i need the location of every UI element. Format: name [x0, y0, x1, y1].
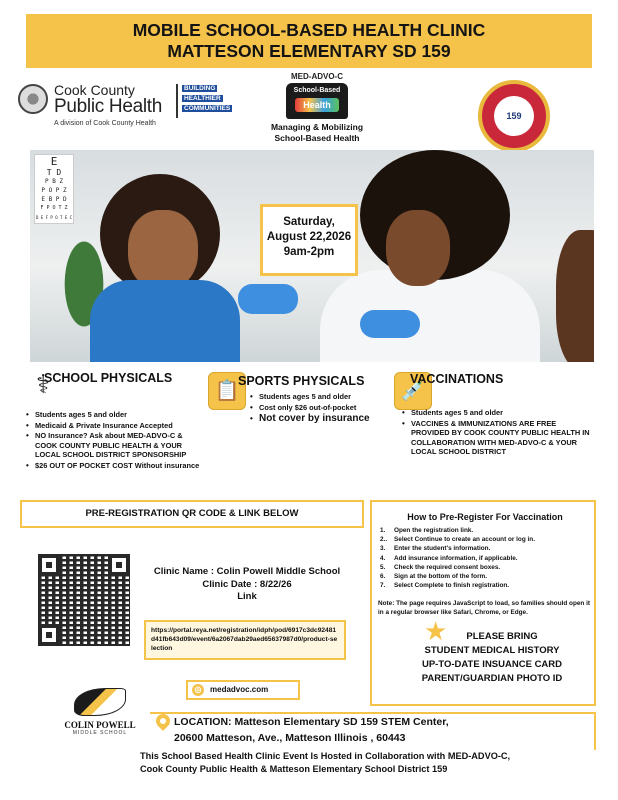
- eye-chart-row: E: [50, 155, 58, 168]
- step-item: [380, 581, 590, 590]
- star-icon: ★: [424, 616, 448, 646]
- nurse-face: [386, 210, 450, 286]
- list-item: • VACCINES & IMMUNIZATIONS ARE FREE PROVIDED BY COOK COUNTY PUBLIC HEALTH IN COLLABORATION WITH MED-ADVO-C & YOUR LOCAL SCHOOL DISTRICT: [402, 419, 592, 457]
- sports-physicals-heading: SPORTS PHYSICALS: [238, 374, 365, 388]
- cook-county-name: Cook County: [54, 82, 135, 98]
- event-date-box: [260, 204, 358, 276]
- footer-line-2: Cook County Public Health & Matteson Elementary School District 159: [140, 764, 448, 774]
- eye-chart-row: P B Z: [44, 178, 64, 185]
- footer-line-1: This School Based Health Clinic Event Is Hosted in Collaboration with MED-ADVO-C,: [140, 751, 511, 761]
- school-physicals-list: [26, 410, 204, 471]
- eagle-icon: [74, 688, 126, 716]
- step-item: [380, 526, 590, 535]
- student-face: [128, 210, 198, 290]
- globe-icon: ◎: [192, 684, 204, 696]
- syringe-icon: 💉: [394, 372, 432, 410]
- bring-item: PARENT/GUARDIAN PHOTO ID: [421, 673, 563, 684]
- location-line-1: LOCATION: Matteson Elementary SD 159 STEM Center,: [174, 716, 449, 728]
- eye-chart-row: T D: [46, 168, 62, 177]
- how-to-steps: [380, 526, 590, 590]
- step-text: Enter the student's information.: [394, 545, 491, 553]
- step-number: 3.: [380, 545, 386, 553]
- list-item: • Students ages 5 and older: [250, 392, 390, 402]
- colin-powell-logo: [60, 688, 140, 744]
- step-item: [380, 554, 590, 563]
- eye-chart-row: P O P Z: [41, 187, 67, 194]
- how-to-register-box: [370, 500, 596, 706]
- public-health-name: Public Health: [54, 96, 163, 117]
- tagline-word: COMMUNITIES: [184, 105, 231, 112]
- step-item: [380, 544, 590, 553]
- list-item: • NO Insurance? Ask about MED-ADVO-C & COOK COUNTY PUBLIC HEALTH & YOUR LOCAL SCHOOL DISTRICT SPONSORSHIP: [26, 431, 204, 460]
- sports-physicals-list: [250, 392, 390, 426]
- event-time: 9am-2pm: [283, 246, 335, 258]
- step-text: Select Continue to create an account or log in.: [394, 536, 535, 544]
- tagline-word: BUILDING: [184, 85, 216, 92]
- step-text: Select Complete to finish registration.: [394, 582, 510, 590]
- caption-line-1: Managing & Mobilizing: [270, 122, 364, 132]
- glove-right: [360, 310, 420, 338]
- stethoscope-icon: ⚕: [35, 369, 51, 399]
- step-item: [380, 535, 590, 544]
- bring-item: STUDENT MEDICAL HISTORY: [424, 645, 560, 656]
- step-number: 4.: [380, 554, 386, 562]
- clinic-name: Clinic Name : Colin Powell Middle School: [153, 566, 341, 577]
- qr-finder: [38, 554, 60, 576]
- list-item: • $26 OUT OF POCKET COST Without insurance: [26, 461, 204, 471]
- tagline-word: HEALTHIER: [184, 95, 221, 102]
- step-number: 2..: [380, 536, 388, 544]
- website-link[interactable]: [186, 680, 300, 700]
- bus-word: Health: [295, 98, 339, 112]
- med-advo-c-caption: [262, 122, 372, 144]
- step-number: 7.: [380, 582, 386, 590]
- location-line-2: 20600 Matteson, Ave., Matteson Illinois , 60443: [174, 732, 406, 744]
- med-advo-c-logo: [262, 72, 372, 162]
- list-item: • Students ages 5 and older: [26, 410, 204, 420]
- title-line-1: MOBILE SCHOOL-BASED HEALTH CLINIC: [132, 20, 486, 40]
- qr-code[interactable]: [38, 554, 130, 646]
- step-text: Sign at the bottom of the form.: [394, 573, 488, 581]
- step-number: 6.: [380, 573, 386, 581]
- caption-line-2: School-Based Health: [274, 133, 360, 143]
- bus-label: School-Based: [293, 87, 341, 94]
- please-bring: [372, 630, 598, 686]
- vaccinations-heading: VACCINATIONS: [410, 372, 504, 386]
- cook-county-logo: [18, 80, 248, 132]
- footer-text: [140, 750, 610, 776]
- qr-finder: [108, 554, 130, 576]
- eye-chart-row: D E F P O T E C: [35, 215, 73, 220]
- how-to-title: How to Pre-Register For Vaccination: [407, 512, 563, 522]
- eye-chart-row: F P O T Z: [40, 205, 68, 211]
- step-number: 5.: [380, 563, 386, 571]
- clipboard-basketball-icon: 📋: [208, 372, 246, 410]
- colin-powell-name: COLIN POWELL: [64, 720, 136, 730]
- colin-powell-sub: MIDDLE SCHOOL: [72, 730, 128, 736]
- cook-county-subtitle: A division of Cook County Health: [54, 120, 156, 127]
- step-item: [380, 572, 590, 581]
- bring-item: UP-TO-DATE INSUANCE CARD: [421, 659, 563, 670]
- cook-county-tagline: [176, 84, 242, 118]
- step-text: Open the registration link.: [394, 527, 474, 534]
- step-text: Add insurance information, if applicable.: [394, 554, 518, 562]
- event-day: Saturday,: [283, 216, 335, 228]
- vaccinations-list: [402, 408, 592, 458]
- website-text: medadvoc.com: [210, 685, 269, 694]
- county-seal-icon: [18, 84, 48, 114]
- clinic-date: Clinic Date : 8/22/26: [202, 578, 292, 590]
- med-advo-c-name: MED-ADVO-C: [291, 72, 343, 81]
- list-item: • Medicaid & Private Insurance Accepted: [26, 421, 204, 431]
- step-text: Check the required consent boxes.: [394, 563, 501, 571]
- qr-finder: [38, 624, 60, 646]
- title-banner: [26, 14, 592, 68]
- district-seal-number: 159: [494, 96, 534, 136]
- event-date: August 22,2026: [266, 231, 352, 243]
- eye-chart-row: E B P D: [41, 196, 67, 203]
- clinic-info: [142, 566, 352, 604]
- link-label: Link: [237, 591, 257, 602]
- browser-note: Note: The page requires JavaScript to load, so families should open it in a regular browser like Safari, Chrome, or Edge.: [378, 600, 590, 616]
- title-line-2: MATTESON ELEMENTARY SD 159: [167, 41, 451, 61]
- school-physicals-heading: SCHOOL PHYSICALS: [44, 371, 173, 385]
- list-item: • Not cover by insurance: [250, 413, 390, 425]
- person-edge: [556, 230, 594, 362]
- list-item: • Students ages 5 and older: [402, 408, 592, 418]
- glove-left: [238, 284, 298, 314]
- step-number: 1.: [380, 527, 386, 534]
- please-bring-title: PLEASE BRING: [466, 631, 538, 642]
- district-seal-logo: [478, 80, 550, 152]
- bus-icon: [286, 83, 348, 119]
- step-item: [380, 563, 590, 572]
- eye-chart: [34, 154, 74, 224]
- student-shirt: [90, 280, 240, 362]
- list-item: • Cost only $26 out-of-pocket: [250, 403, 390, 413]
- pre-registration-bar: PRE-REGISTRATION QR CODE & LINK BELOW: [20, 500, 364, 528]
- registration-link[interactable]: https://portal.reya.net/registration/idph/pod/6917c3dc92481d41fb643d09/event/6a2067dab29aed65637987d0/product-selection: [144, 620, 346, 660]
- location-text: [174, 714, 574, 746]
